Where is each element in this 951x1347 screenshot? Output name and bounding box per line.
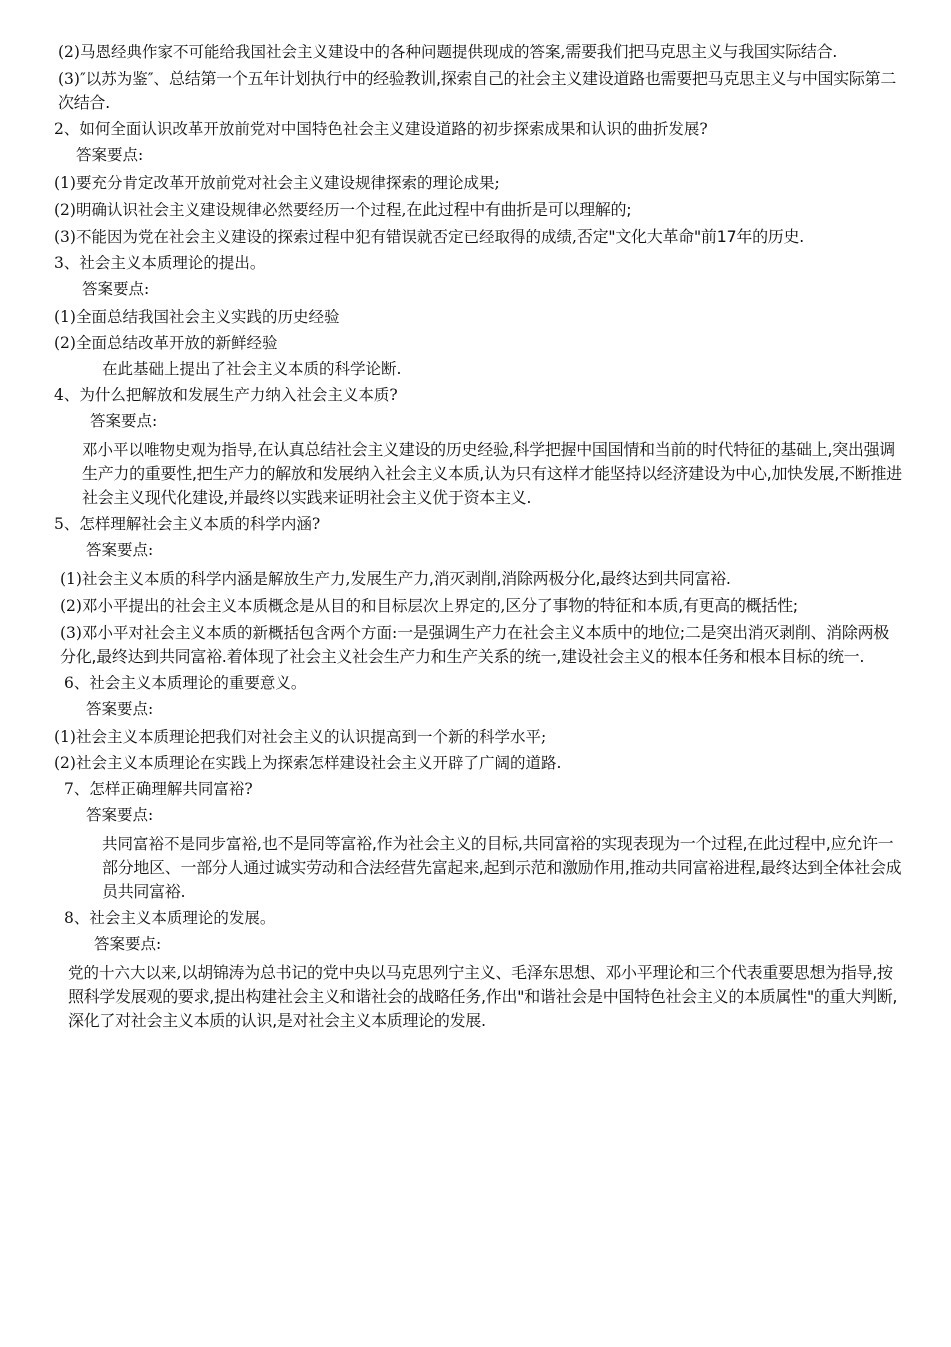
- paragraph-text: 答案要点:: [86, 806, 154, 824]
- paragraph-text: (2)全面总结改革开放的新鲜经验: [54, 334, 278, 352]
- paragraph-text: 6、社会主义本质理论的重要意义。: [64, 674, 307, 692]
- answer-points-label: [54, 144, 904, 167]
- question-heading: [54, 778, 904, 801]
- question-heading: [54, 252, 904, 275]
- answer-paragraph: [54, 438, 904, 510]
- question-heading: [54, 513, 904, 536]
- question-heading: [54, 907, 904, 930]
- answer-paragraph: [54, 961, 904, 1033]
- answer-paragraph: [54, 172, 904, 195]
- paragraph-text-continued: 以胡锦涛为总书记的党中央以马克思列宁主义、毛泽东思想、邓小平理论和三个代表重要思想为指导,按照科学发展观的要求,提出构建社会主义和谐社会的战略任务,作出"和谐社会是中国特色社会主义的本质属性"的重大判断,深化了对社会主义本质的认识,是对社会主义本质理论的发展.: [68, 963, 898, 1030]
- paragraph-text-continued: 一是强调生产力在社会主义本质中的地位;二是突出消灭剥削、消除两极分化,最终达到共同富裕.着体现了社会主义社会生产力和生产关系的统一,建设社会主义的根本任务和根本目标的统一.: [60, 623, 889, 666]
- paragraph-text: 2、如何全面认识改革开放前党对中国特色社会主义建设道路的初步探索成果和认识的曲折发展?: [54, 120, 708, 138]
- question-heading: [54, 672, 904, 695]
- paragraph-text: (3)″以苏为鉴″、: [58, 70, 170, 88]
- paragraph-text: 在此基础上提出了社会主义本质的科学论断.: [102, 360, 402, 378]
- question-heading: [54, 118, 904, 141]
- paragraph-text-continued: 否定"文化大革命"前17年的历史.: [576, 227, 804, 246]
- paragraph-text-continued: 在认真总结社会主义建设的历史经验,科学把握中国国情和当前的时代特征的基础上,突出强调生产力的重要性,把生产力的解放和发展纳入社会主义本质,认为只有这样才能坚持以经济建设为中心,加快发展,不断推进社会主义现代化建设,并最终以实践来证明社会主义优于资本主义.: [82, 440, 902, 507]
- answer-paragraph: [54, 225, 904, 249]
- paragraph-text: 3、社会主义本质理论的提出。: [54, 254, 266, 272]
- paragraph-text: 答案要点:: [86, 700, 154, 718]
- paragraph-text: (2)明确认识社会主义建设规律必然要经历一个过程,: [54, 201, 407, 219]
- paragraph-text: 答案要点:: [90, 412, 158, 430]
- paragraph-text: (1)社会主义本质的科学内涵是解放生产力,: [60, 570, 351, 588]
- paragraph-text: (3)不能因为党在社会主义建设的探索过程中犯有错误就否定已经取得的成绩,: [54, 228, 577, 246]
- paragraph-text: (1)社会主义本质理论把我们对社会主义的认识提高到一个新的科学水平;: [54, 728, 547, 746]
- paragraph-text-continued: 总结第一个五年计划执行中的经验教训,探索自己的社会主义建设道路也需要把马克思主义与中国实际第二次结合.: [58, 69, 897, 112]
- paragraph-text: (2)社会主义本质理论在实践上为探索怎样建设社会主义开辟了广阔的道路.: [54, 754, 562, 772]
- answer-paragraph: [54, 752, 904, 775]
- answer-paragraph: [54, 726, 904, 749]
- paragraph-text: 邓小平以唯物史观为指导,: [82, 441, 258, 459]
- paragraph-text: 答案要点:: [94, 935, 162, 953]
- answer-points-label: [54, 933, 904, 956]
- paragraph-text-continued: 也不是同等富裕,作为社会主义的目标,共同富裕的实现表现为一个过程,在此过程中,应允许一部分地区、一部分人通过诚实劳动和合法经营先富起来,起到示范和激励作用,推动共同富裕进程,最终达到全体社会成员共同富裕.: [102, 834, 902, 901]
- paragraph-text: 党的十六大以来,: [68, 964, 182, 982]
- answer-points-label: [54, 278, 904, 301]
- answer-paragraph: [54, 621, 904, 669]
- paragraph-text-continued: 在此过程中有曲折是可以理解的;: [406, 200, 632, 219]
- document-body: [54, 40, 904, 1036]
- paragraph-text: (2)邓小平提出的社会主义本质概念是从目的和目标层次上界定的,: [60, 597, 506, 615]
- answer-points-label: [54, 539, 904, 562]
- answer-paragraph: [54, 306, 904, 329]
- paragraph-text-continued: 发展生产力,消灭剥削,消除两极分化,最终达到共同富裕.: [350, 569, 731, 588]
- paragraph-text-continued: 区分了事物的特征和本质,有更高的概括性;: [505, 596, 798, 615]
- paragraph-text: 答案要点:: [76, 146, 144, 164]
- paragraph-text-continued: 需要我们把马克思主义与我国实际结合.: [565, 42, 838, 61]
- paragraph-text: (1)要充分肯定改革开放前党对社会主义建设规律探索的理论成果;: [54, 174, 500, 192]
- answer-paragraph: [54, 358, 904, 381]
- paragraph-text: 答案要点:: [86, 541, 154, 559]
- paragraph-text: (2)马恩经典作家不可能给我国社会主义建设中的各种问题提供现成的答案,: [58, 43, 566, 61]
- answer-paragraph: [54, 40, 904, 64]
- answer-paragraph: [54, 832, 904, 904]
- answer-paragraph: [54, 567, 904, 591]
- paragraph-text: 8、社会主义本质理论的发展。: [64, 909, 276, 927]
- paragraph-text: 4、为什么把解放和发展生产力纳入社会主义本质?: [54, 386, 398, 404]
- paragraph-text: 答案要点:: [82, 280, 150, 298]
- question-heading: [54, 384, 904, 407]
- answer-points-label: [54, 804, 904, 827]
- answer-paragraph: [54, 594, 904, 618]
- paragraph-text: 7、怎样正确理解共同富裕?: [64, 780, 253, 798]
- answer-points-label: [54, 410, 904, 433]
- answer-paragraph: [54, 67, 904, 115]
- answer-paragraph: [54, 332, 904, 355]
- paragraph-text: 共同富裕不是同步富裕,: [102, 835, 262, 853]
- paragraph-text: 5、怎样理解社会主义本质的科学内涵?: [54, 515, 321, 533]
- answer-points-label: [54, 698, 904, 721]
- paragraph-text: (3)邓小平对社会主义本质的新概括包含两个方面:: [60, 624, 398, 642]
- answer-paragraph: [54, 198, 904, 222]
- paragraph-text: (1)全面总结我国社会主义实践的历史经验: [54, 308, 340, 326]
